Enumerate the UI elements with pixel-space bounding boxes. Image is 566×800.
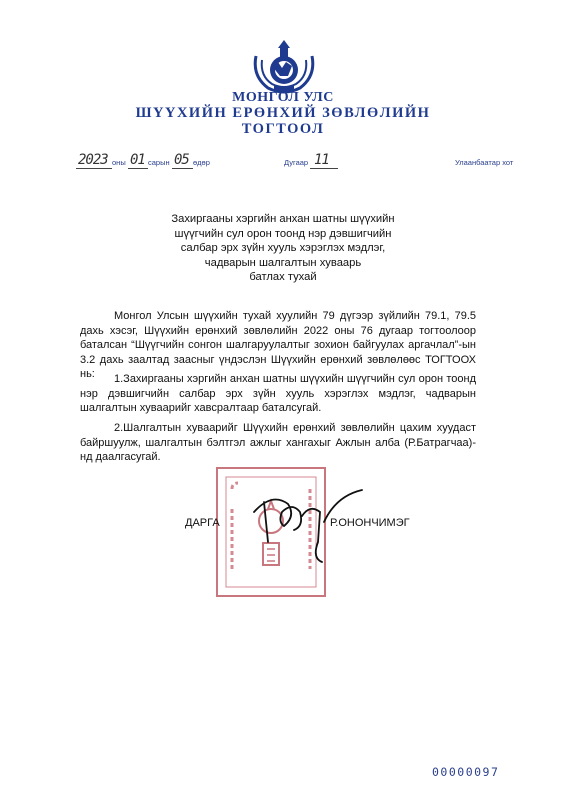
title-line: батлах тухай — [249, 271, 317, 283]
title-line: чадварын шалгалтын хуваарь — [204, 256, 362, 269]
preamble-paragraph: Монгол Улсын шүүхийн тухай хуулийн 79 дүгээр зүйлийн 79.1, 79.5 дахь хэсэг, Шүүхийн ерөнхий зөвлөлийн 2022 оны 76 дугаар тогтоолоор баталсан “Шүүгчийн сонгон шалгаруулалтыг зохион байгуулах аргачлал”-ын 3.2 дахь заалтад заасныг үндэслэн Шүүхийн ерөнхий зөвлөлөөс ТОГТООХ нь: — [80, 310, 476, 380]
month-underline — [128, 168, 148, 169]
place-label: Улаанбаатар хот — [455, 158, 514, 167]
title-line: шүүгчийн сул орон тоонд нэр дэвшигчийн — [174, 227, 392, 240]
date-year-suffix: оны — [112, 158, 126, 167]
state-emblem-icon — [248, 36, 320, 96]
date-year: 2023 — [78, 152, 108, 168]
date-day: 05 — [174, 152, 189, 168]
year-underline — [76, 168, 112, 169]
document-type: ТОГТООЛ — [241, 121, 325, 137]
date-day-suffix: өдөр — [193, 158, 210, 167]
date-month-suffix: сарын — [148, 158, 170, 167]
resolution-item-1: 1.Захиргааны хэргийн анхан шатны шүүхийн шүүгчийн сул орон тоонд нэр дэвшигчийн салбар эрх зүйн хууль хэрэглэх мэдлэг, чадварын шалгалтын хуваарийг хавсралтаар баталсугай. — [80, 373, 476, 414]
org-name-country: МОНГОЛ УЛС — [232, 90, 334, 105]
number-label: Дугаар — [284, 158, 309, 167]
signatory-title: ДАРГА — [185, 517, 220, 529]
number-underline — [310, 168, 338, 169]
document-title — [150, 212, 416, 285]
document-serial-number: 00000097 — [432, 765, 500, 779]
day-underline — [172, 168, 193, 169]
signatory-name: Р.ОНОНЧИМЭГ — [330, 517, 410, 529]
date-month: 01 — [130, 152, 145, 168]
org-name-council: ШҮҮХИЙН ЕРӨНХИЙ ЗӨВЛӨЛИЙН — [135, 105, 431, 121]
document-number: 11 — [314, 152, 329, 168]
resolution-item-2: 2.Шалгалтын хуваарийг Шүүхийн ерөнхий зөвлөлийн цахим хуудаст байршуулж, шалгалтын бэлтгэл ажлыг хангахыг Ажлын алба (Р.Батрагчаа)-нд даалгасугай. — [80, 422, 476, 463]
title-line: салбар эрх зүйн хууль хэрэглэх мэдлэг, — [180, 242, 386, 254]
title-line: Захиргааны хэргийн анхан шатны шүүхийн — [171, 213, 395, 225]
